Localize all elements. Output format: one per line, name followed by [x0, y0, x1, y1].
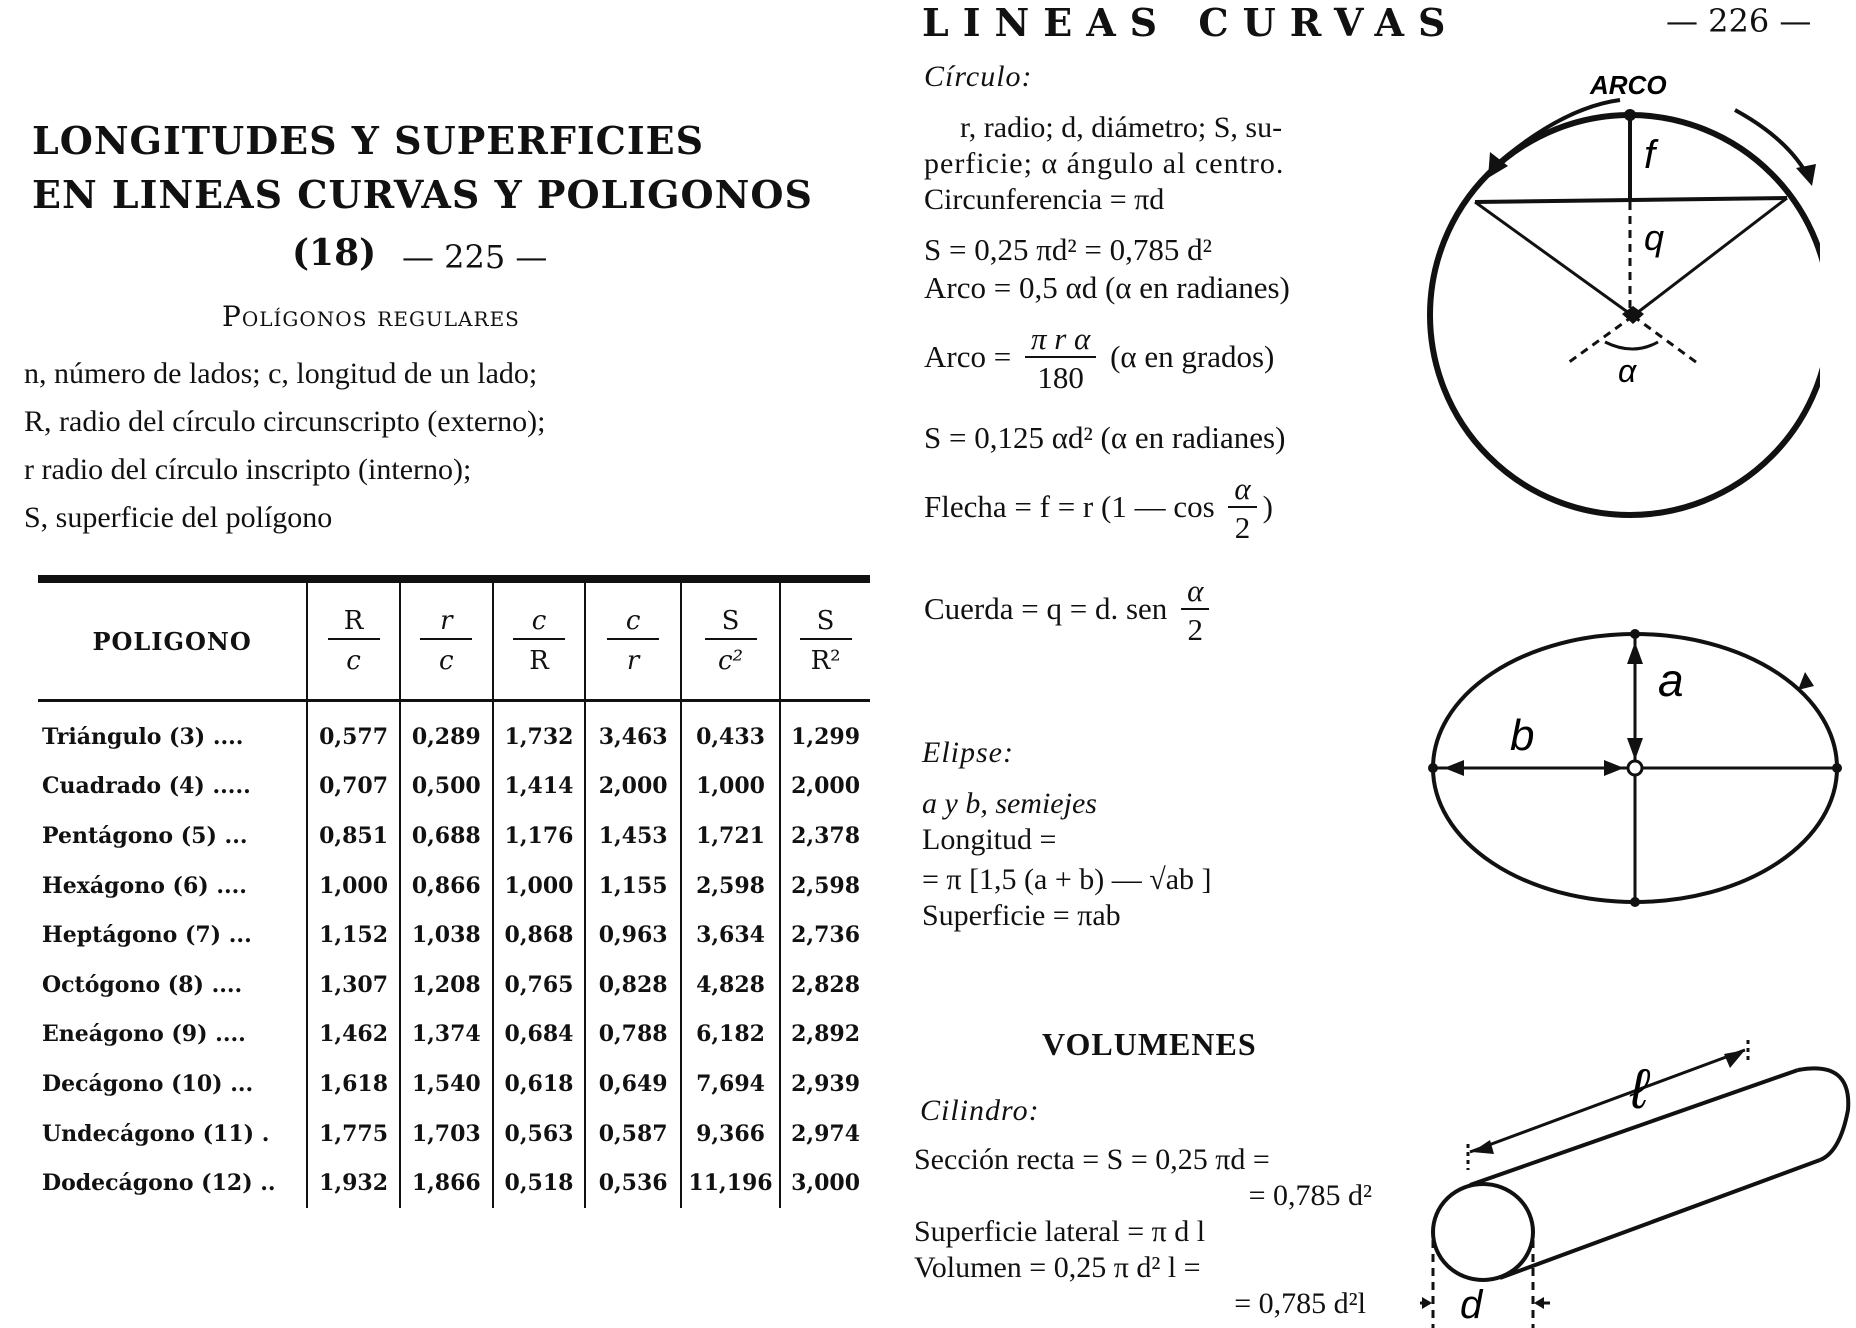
legend-line: r radio del círculo inscripto (interno); [24, 453, 472, 486]
cylinder-formula-line: = 0,785 d²l [1234, 1287, 1366, 1320]
table-cell: 2,939 [780, 1059, 870, 1109]
angle-arc [1605, 342, 1658, 349]
cylinder-formulas [914, 1142, 1394, 1322]
fig-label-a: a [1658, 654, 1684, 706]
table-cell: 1,000 [307, 861, 400, 911]
arrowhead [1627, 642, 1643, 664]
legend-line: R, radio del círculo circunscripto (externo); [24, 405, 546, 438]
cylinder-label: Cilindro: [920, 1094, 1040, 1127]
table-cell: 1,374 [400, 1010, 493, 1060]
table-top-rule [38, 575, 870, 583]
polygon-table [38, 583, 870, 1208]
circle-formula-area: S = 0,25 πd² = 0,785 d² [924, 232, 1212, 267]
table-cell: 1,618 [307, 1059, 400, 1109]
arrowhead [1627, 738, 1643, 760]
vertex-point [1832, 763, 1842, 773]
table-cell: 0,563 [493, 1109, 586, 1159]
table-cell: 1,540 [400, 1059, 493, 1109]
polygon-name: Hexágono (6) .... [42, 872, 247, 899]
table-cell: 0,587 [585, 1109, 681, 1159]
arrowhead [1422, 1297, 1432, 1309]
table-cell: 1,453 [585, 811, 681, 861]
table-cell: 0,536 [585, 1158, 681, 1208]
table-row [38, 811, 870, 861]
fig-label-f: f [1644, 133, 1656, 177]
fig-label-alpha: α [1618, 353, 1637, 389]
table-cell: 2,598 [780, 861, 870, 911]
polygon-name: Octógono (8) .... [42, 971, 243, 998]
table-cell: 2,736 [780, 910, 870, 960]
ellipse-center [1628, 761, 1642, 775]
ellipse-label: Elipse: [922, 736, 1014, 769]
table-cell: 6,182 [681, 1010, 780, 1060]
table-header-row [38, 583, 870, 701]
page-number-left: — 225 — [402, 238, 548, 276]
fig-label-d: d [1460, 1283, 1483, 1327]
radius-line [1475, 202, 1633, 316]
table-cell: 7,694 [681, 1059, 780, 1109]
formula-text: Flecha = f = r (1 — cos [924, 489, 1215, 525]
table-cell: 2,000 [585, 762, 681, 812]
polygon-name: Cuadrado (4) ..... [42, 773, 251, 800]
arrowhead [1724, 1050, 1745, 1068]
arrowhead [1796, 164, 1816, 186]
table-cell: 1,462 [307, 1010, 400, 1060]
table-cell: 0,866 [400, 861, 493, 911]
table-cell: 3,463 [585, 701, 681, 762]
left-title-line2: EN LINEAS CURVAS Y POLIGONOS [32, 172, 813, 217]
fig-label-l: ℓ [1630, 1057, 1649, 1120]
table-cell: 0,788 [585, 1010, 681, 1060]
table-cell: 0,518 [493, 1158, 586, 1208]
cylinder-edge-bottom [1500, 1160, 1820, 1278]
table-cell: 2,828 [780, 960, 870, 1010]
circle-formula-flecha [924, 472, 1273, 548]
circle-desc-line: Circunferencia = πd [924, 183, 1165, 216]
table-cell: 1,000 [493, 861, 586, 911]
table-cell: 1,721 [681, 811, 780, 861]
cylinder-figure [1420, 1010, 1856, 1328]
table-cell: 1,176 [493, 811, 586, 861]
table-row [38, 1059, 870, 1109]
polygon-name: Undecágono (11) . [42, 1120, 270, 1147]
table-cell: 1,152 [307, 910, 400, 960]
header-col: $\frac{S}{\text{c²}}$ [681, 583, 780, 701]
formula-text: (α en grados) [1110, 339, 1275, 375]
table-cell: 1,866 [400, 1158, 493, 1208]
table-cell: 2,000 [780, 762, 870, 812]
vertex-point [1428, 763, 1438, 773]
table-cell: 1,000 [681, 762, 780, 812]
ellipse-area-formula: Superficie = πab [922, 899, 1121, 932]
table-row [38, 1010, 870, 1060]
table-cell: 1,155 [585, 861, 681, 911]
legend-line: n, número de lados; c, longitud de un lado; [24, 357, 538, 390]
circle-desc-line: r, radio; d, diámetro; S, su- [960, 111, 1283, 144]
header-poligono: POLIGONO [92, 626, 252, 656]
table-cell: 4,828 [681, 960, 780, 1010]
table-cell: 0,707 [307, 762, 400, 812]
header-col: $\frac{c}{R}$ [493, 583, 586, 701]
cylinder-formula-line: Superficie lateral = π d l [914, 1215, 1206, 1248]
polygon-table-wrap [38, 583, 870, 1208]
table-cell: 9,366 [681, 1109, 780, 1159]
ellipse-desc: a y b, semiejes [922, 787, 1097, 820]
arrowhead [1604, 760, 1624, 776]
formula-denominator: 2 [1187, 612, 1203, 647]
table-cell: 1,208 [400, 960, 493, 1010]
table-cell: 1,038 [400, 910, 493, 960]
formula-denominator: 180 [1037, 360, 1084, 395]
table-row [38, 1109, 870, 1159]
arrowhead [1798, 672, 1814, 690]
table-cell: 0,868 [493, 910, 586, 960]
header-col: $\frac{r}{c}$ [400, 583, 493, 701]
formula-text: Arco = [924, 339, 1012, 375]
table-cell: 0,618 [493, 1059, 586, 1109]
arc-arrow-left [1490, 100, 1620, 170]
table-row [38, 701, 870, 762]
polygon-name: Triángulo (3) .... [42, 723, 244, 750]
formula-numerator: α [1228, 472, 1256, 508]
table-cell: 0,433 [681, 701, 780, 762]
table-cell: 0,963 [585, 910, 681, 960]
table-cell: 0,577 [307, 701, 400, 762]
dashed-extension [1633, 316, 1700, 365]
circle-description [924, 110, 1404, 218]
table-row [38, 1158, 870, 1208]
volumes-heading: VOLUMENES [1042, 1026, 1257, 1062]
polygon-name: Decágono (10) ... [42, 1070, 254, 1097]
table-cell: 2,892 [780, 1010, 870, 1060]
table-cell: 0,684 [493, 1010, 586, 1060]
legend [24, 350, 824, 542]
vertex-point [1630, 629, 1640, 639]
arc-point [1624, 109, 1636, 121]
cylinder-far-end [1798, 1068, 1848, 1160]
table-cell: 3,634 [681, 910, 780, 960]
arrowhead [1534, 1297, 1544, 1309]
table-cell: 1,299 [780, 701, 870, 762]
fig-label-arco: ARCO [1590, 70, 1667, 100]
cylinder-formula-line: Volumen = 0,25 π d² l = [914, 1251, 1201, 1284]
header-col: $\frac{c}{r}$ [585, 583, 681, 701]
fig-label-b: b [1510, 711, 1535, 760]
table-cell: 1,932 [307, 1158, 400, 1208]
table-cell: 1,703 [400, 1109, 493, 1159]
table-row [38, 861, 870, 911]
formula-numerator: π r α [1025, 322, 1096, 358]
formula-denominator: 2 [1234, 510, 1251, 545]
table-cell: 0,765 [493, 960, 586, 1010]
table-cell: 0,289 [400, 701, 493, 762]
table-cell: 1,775 [307, 1109, 400, 1159]
right-title: LINEAS CURVAS [922, 0, 1460, 45]
table-cell: 2,378 [780, 811, 870, 861]
table-row [38, 960, 870, 1010]
header-col: $\frac{S}{\text{R²}}$ [780, 583, 870, 701]
legend-line: S, superficie del polígono [24, 501, 333, 534]
circle-formula-sector: S = 0,125 αd² (α en radianes) [924, 420, 1286, 455]
table-cell: 1,414 [493, 762, 586, 812]
polygon-name: Eneágono (9) .... [42, 1021, 246, 1048]
table-cell: 0,828 [585, 960, 681, 1010]
subheading-poligonos: Polígonos regulares [222, 300, 520, 333]
ellipse-description [922, 786, 1212, 934]
table-cell: 0,500 [400, 762, 493, 812]
cylinder-formula-line: Sección recta = S = 0,25 πd = [914, 1143, 1270, 1176]
table-cell: 2,974 [780, 1109, 870, 1159]
cylinder-formula-line: = 0,785 d² [1248, 1179, 1372, 1212]
ellipse-figure [1410, 620, 1850, 920]
table-cell: 3,000 [780, 1158, 870, 1208]
polygon-name: Dodecágono (12) .. [42, 1170, 276, 1197]
table-cell: 2,598 [681, 861, 780, 911]
arrowhead [1472, 1140, 1494, 1154]
page-number-right: — 226 — [1666, 2, 1812, 40]
circle-figure [1400, 60, 1820, 530]
circle-formula-arc-rad: Arco = 0,5 αd (α en radianes) [924, 270, 1290, 305]
formula-numerator: α [1181, 574, 1209, 610]
table-cell: 1,732 [493, 701, 586, 762]
section-number: (18) [292, 232, 377, 274]
left-title-line1: LONGITUDES Y SUPERFICIES [32, 118, 705, 163]
table-row [38, 910, 870, 960]
polygon-name: Heptágono (7) ... [42, 922, 252, 949]
table-cell: 11,196 [681, 1158, 780, 1208]
header-col: $\frac{R}{c}$ [307, 583, 400, 701]
polygon-name: Pentágono (5) ... [42, 822, 248, 849]
circle-desc-line: perficie; α ángulo al centro. [924, 147, 1285, 180]
formula-text: ) [1262, 489, 1273, 525]
table-cell: 0,649 [585, 1059, 681, 1109]
arrowhead [1444, 760, 1464, 776]
circle-formula-cuerda [924, 574, 1215, 650]
ellipse-length-formula: = π [1,5 (a + b) — √ab ] [922, 863, 1212, 896]
table-cell: 1,307 [307, 960, 400, 1010]
circle-label: Círculo: [924, 60, 1033, 93]
formula-text: Cuerda = q = d. sen [924, 591, 1168, 627]
circle-formula-arc-deg [924, 322, 1274, 398]
table-cell: 0,688 [400, 811, 493, 861]
cylinder-end [1433, 1184, 1533, 1280]
vertex-point [1630, 897, 1640, 907]
table-cell: 0,851 [307, 811, 400, 861]
ellipse-length-label: Longitud = [922, 823, 1057, 856]
table-row [38, 762, 870, 812]
table-body [38, 701, 870, 1208]
fig-label-q: q [1644, 217, 1665, 258]
